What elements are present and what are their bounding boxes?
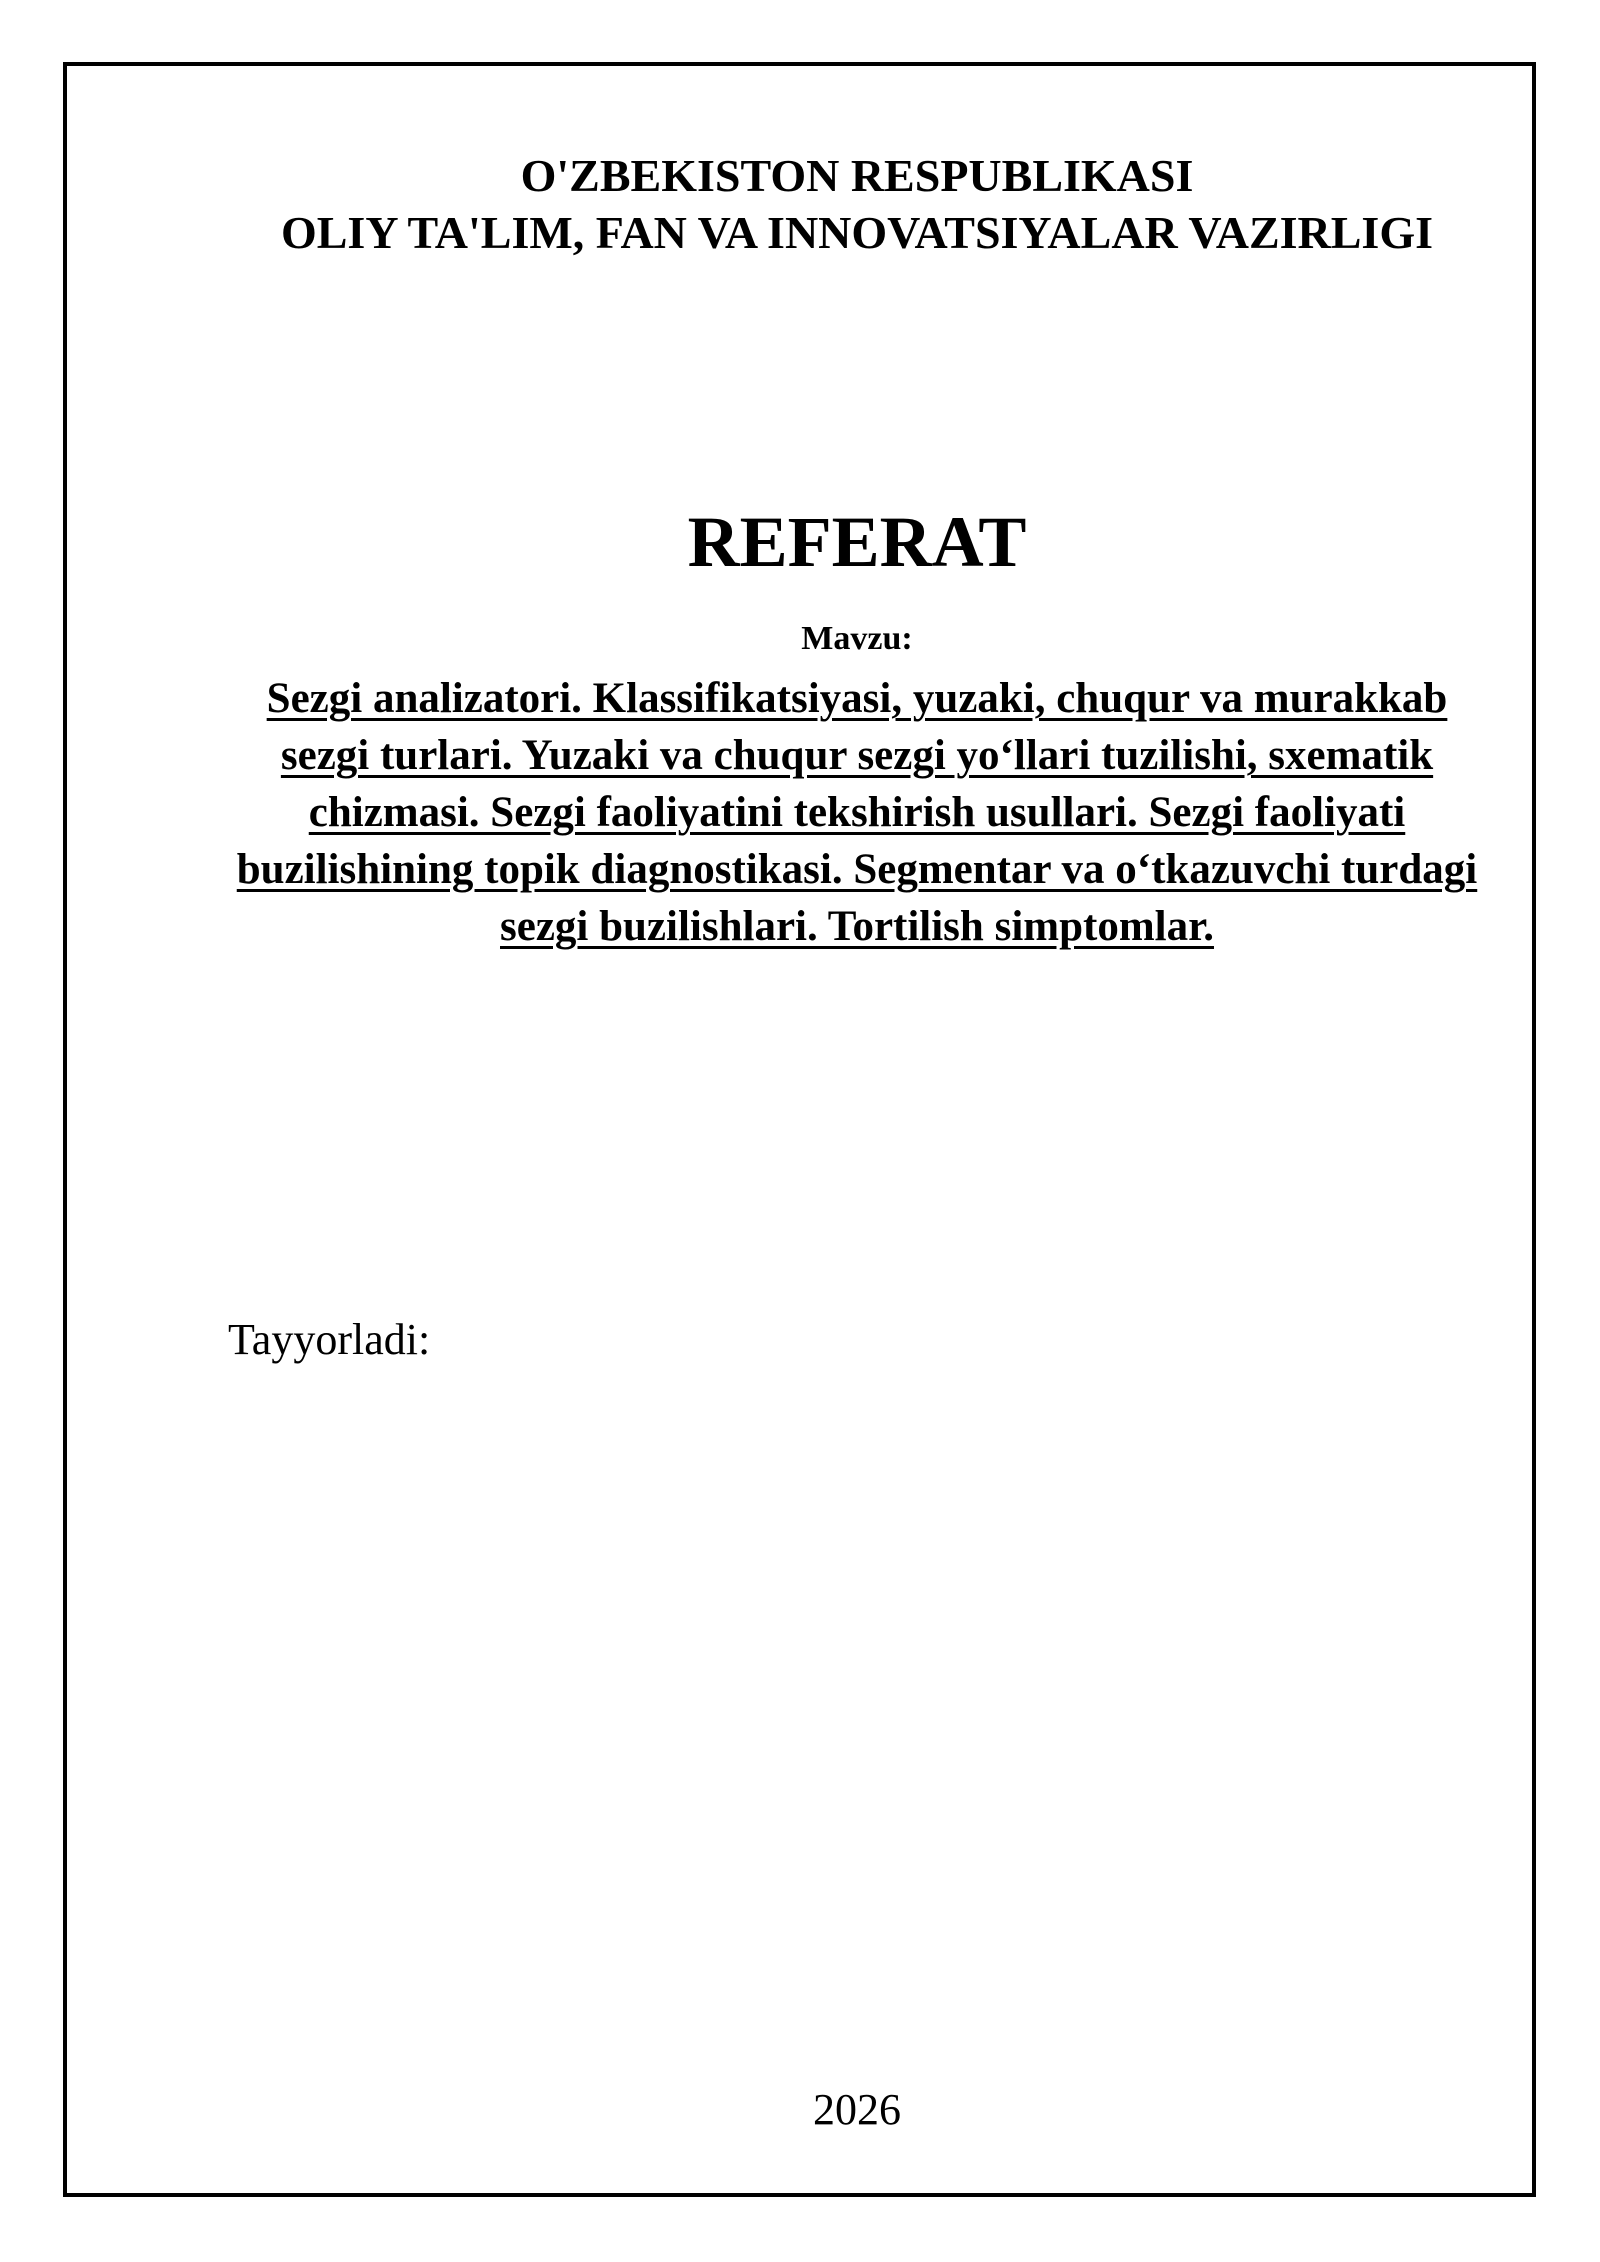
page-content xyxy=(228,0,1486,2262)
topic-line: buzilishining topik diagnostikasi. Segmentar va o‘tkazuvchi turdagi xyxy=(236,846,1478,893)
topic-text-block xyxy=(228,670,1486,955)
topic-line: chizmasi. Sezgi faoliyatini tekshirish usullari. Sezgi faoliyati xyxy=(308,789,1406,836)
prepared-by-label: Tayyorladi: xyxy=(228,1315,431,1364)
topic-label: Mavzu: xyxy=(801,620,913,657)
header-line-country: O'ZBEKISTON RESPUBLIKASI xyxy=(520,150,1194,201)
year-label: 2026 xyxy=(813,2085,901,2134)
document-title: REFERAT xyxy=(687,502,1027,582)
topic-line: sezgi turlari. Yuzaki va chuqur sezgi yo‘llari tuzilishi, sxematik xyxy=(280,732,1434,779)
ministry-header xyxy=(228,147,1486,261)
topic-line: Sezgi analizatori. Klassifikatsiyasi, yuzaki, chuqur va murakkab xyxy=(266,675,1448,722)
header-line-ministry: OLIY TA'LIM, FAN VA INNOVATSIYALAR VAZIRLIGI xyxy=(280,207,1434,258)
topic-line: sezgi buzilishlari. Tortilish simptomlar. xyxy=(500,903,1214,950)
